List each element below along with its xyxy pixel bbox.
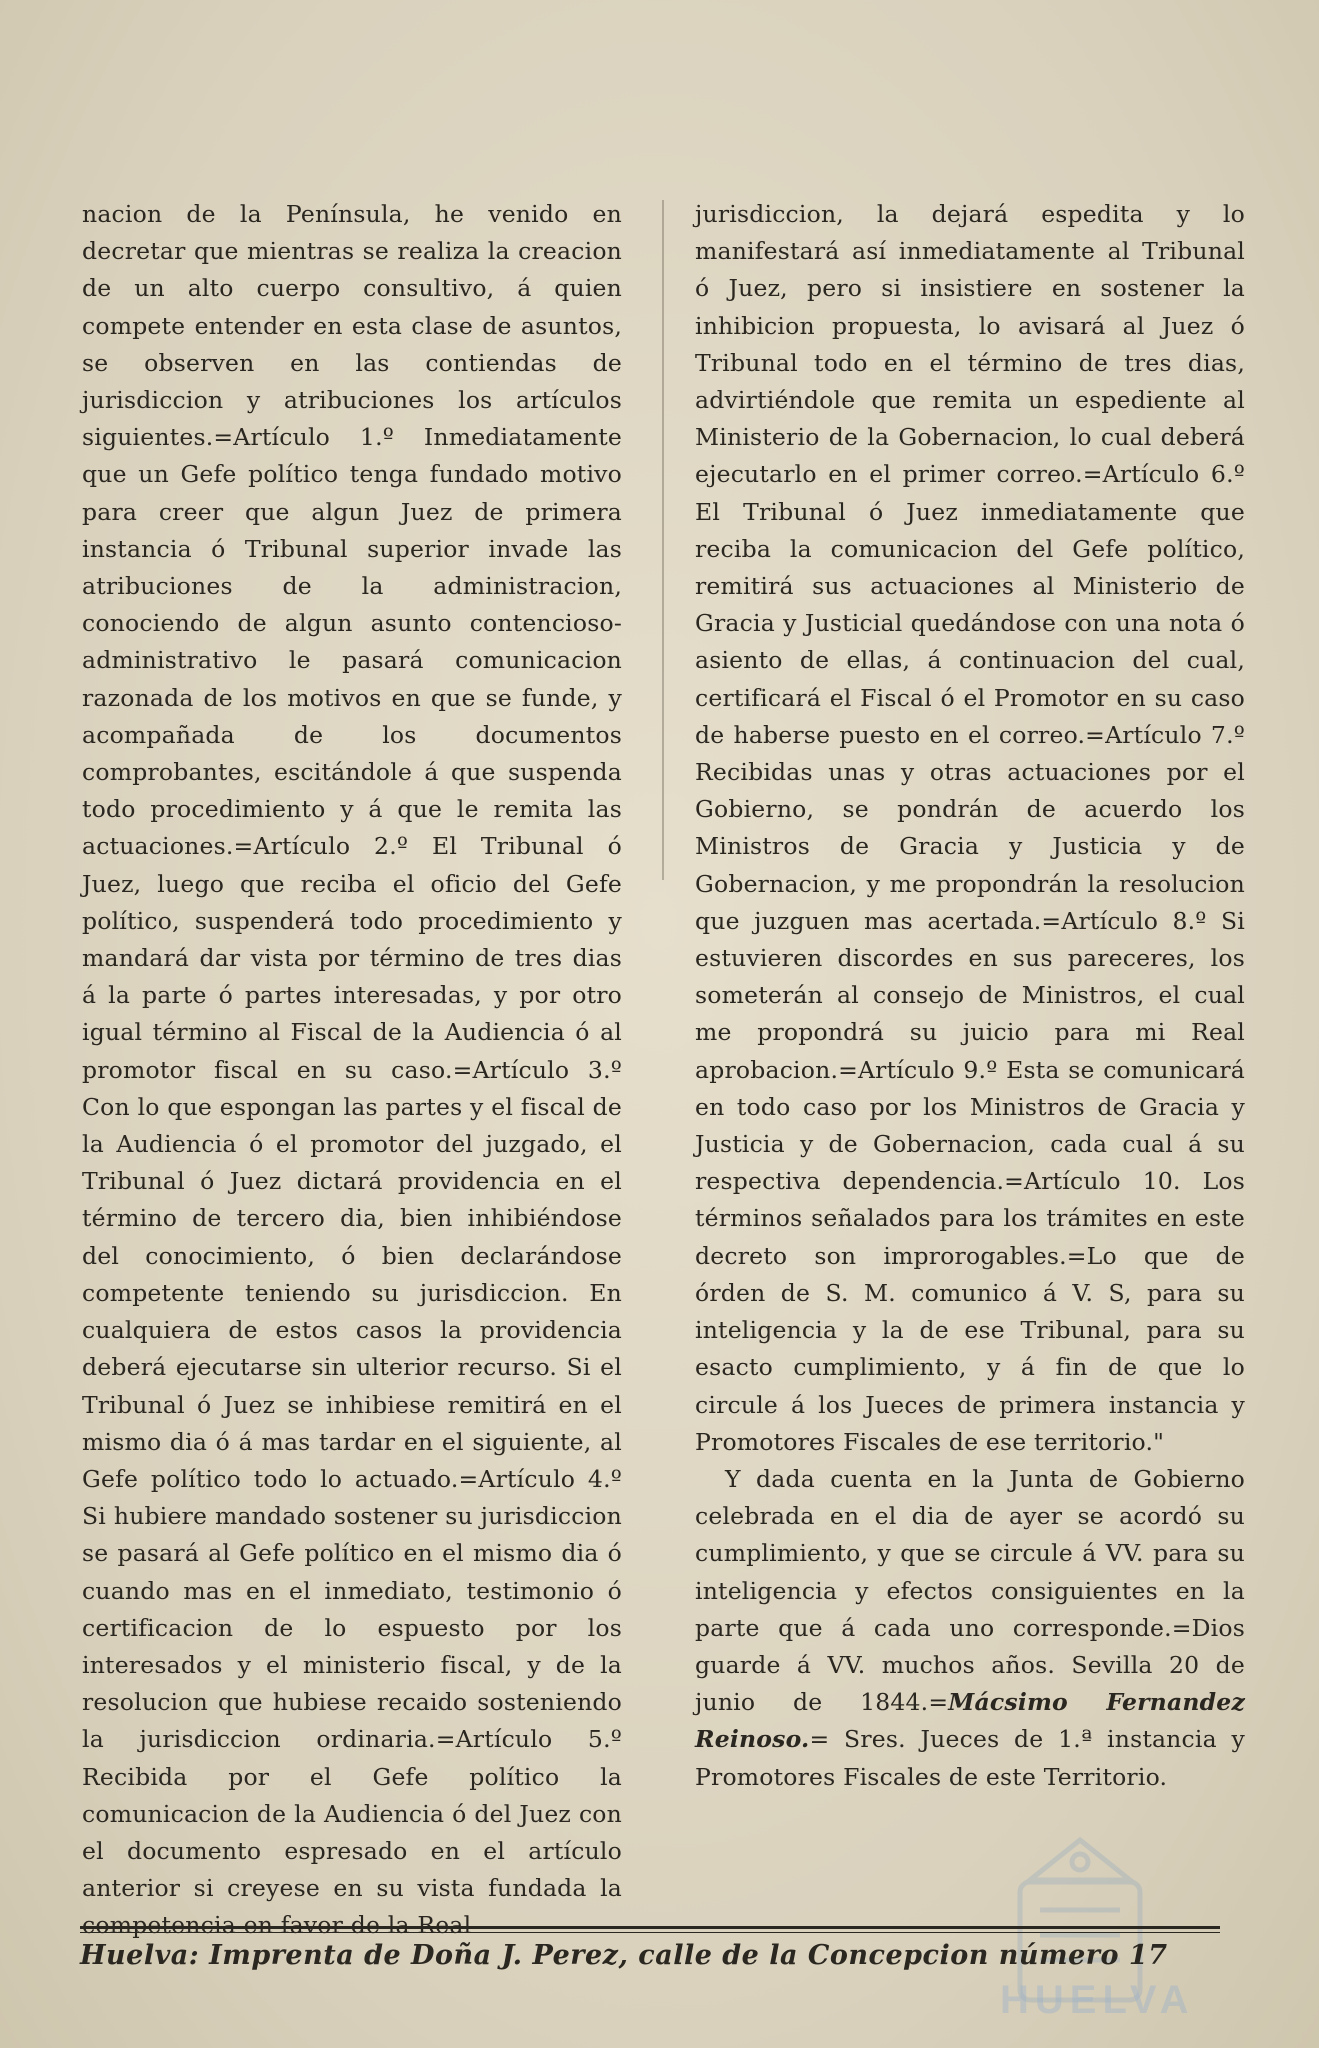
watermark-label: HUELVA xyxy=(1000,1978,1195,2022)
column-divider xyxy=(662,200,664,880)
addressee: = Sres. Jueces de 1.ª instancia y Promotores Fiscales de este Territorio. xyxy=(695,1725,1245,1791)
left-text-column xyxy=(82,196,622,1945)
right-paragraph-2 xyxy=(695,1461,1245,1796)
footer-rule xyxy=(80,1926,1220,1929)
right-paragraph-1: jurisdiccion, la dejará espedita y lo manifestará así inmediatamente al Tribunal ó Juez, pero si insistiere en sostener la inhibicion propuesta, lo avisará al Juez ó Tribunal todo en el término de tres dias, advirtiéndole que remita un espediente al Ministerio de la Gobernacion, lo cual deberá ejecutarlo en el primer correo.=Artículo 6.º El Tribunal ó Juez inmediatamente que reciba la comunicacion del Gefe político, remitirá sus actuaciones al Ministerio de Gracia y Justicial quedándose con una nota ó asiento de ellas, á continuacion del cual, certificará el Fiscal ó el Promotor en su caso de haberse puesto en el correo.=Artículo 7.º Recibidas unas y otras actuaciones por el Gobierno, se pondrán de acuerdo los Ministros de Gracia y Justicia y de Gobernacion, y me propondrán la resolucion que juzguen mas acertada.=Artículo 8.º Si estuvieren discordes en sus pareceres, los someterán al consejo de Ministros, el cual me propondrá su juicio para mi Real aprobacion.=Artículo 9.º Esta se comunicará en todo caso por los Ministros de Gracia y Justicia y de Gobernacion, cada cual á su respectiva dependencia.=Artículo 10. Los términos señalados para los trámites en este decreto son improrogables.=Lo que de órden de S. M. comunico á V. S, para su inteligencia y la de ese Tribunal, para su esacto cumplimiento, y á fin de que lo circule á los Jueces de primera instancia y Promotores Fiscales de ese territorio." xyxy=(695,200,1245,1456)
footer-rule-thin xyxy=(80,1932,1220,1933)
left-paragraph-1: nacion de la Península, he venido en decretar que mientras se realiza la creacion de un alto cuerpo consultivo, á quien compete entender en esta clase de asuntos, se observen en las contiendas de jurisdiccion y atribuciones los artículos siguientes.=Artículo 1.º Inmediatamente que un Gefe político tenga fundado motivo para creer que algun Juez de primera instancia ó Tribunal superior invade las atribuciones de la administracion, conociendo de algun asunto contencioso-administrativo le pasará comunicacion razonada de los motivos en que se funde, y acompañada de los documentos comprobantes, escitándole á que suspenda todo procedimiento y á que le remita las actuaciones.=Artículo 2.º El Tribunal ó Juez, luego que reciba el oficio del Gefe político, suspenderá todo procedimiento y mandará dar vista por término de tres dias á la parte ó partes interesadas, y por otro igual término al Fiscal de la Audiencia ó al promotor fiscal en su caso.=Artículo 3.º Con lo que espongan las partes y el fiscal de la Audiencia ó el promotor del juzgado, el Tribunal ó Juez dictará providencia en el término de tercero dia, bien inhibiéndose del conocimiento, ó bien declarándose competente teniendo su jurisdiccion. En cualquiera de estos casos la providencia deberá ejecutarse sin ulterior recurso. Si el Tribunal ó Juez se inhibiese remitirá en el mismo dia ó á mas tardar en el siguiente, al Gefe político todo lo actuado.=Artículo 4.º Si hubiere mandado sostener su jurisdiccion se pasará al Gefe político en el mismo dia ó cuando mas en el inmediato, testimonio ó certificacion de lo espuesto por los interesados y el ministerio fiscal, y de la resolucion que hubiese recaido sosteniendo la jurisdiccion ordinaria.=Artículo 5.º Recibida por el Gefe político la comunicacion de la Audiencia ó del Juez con el documento espresado en el artículo anterior si creyese en su vista fundada la xyxy=(82,200,622,1903)
signature: Mácsimo Fernandez Reinoso. xyxy=(695,1688,1245,1754)
printer-imprint: Huelva: Imprenta de Doña J. Perez, calle de la Concepcion número 17 xyxy=(80,1940,1168,1971)
closing-text: Y dada cuenta en la Junta de Gobierno celebrada en el dia de ayer se acordó su cumplimiento, y que se circule á VV. para su inteligencia y efectos consiguientes en la parte que á cada uno corresponde.=Dios guarde á VV. muchos años. Sevilla 20 de junio de 1844.= xyxy=(695,1464,1245,1717)
right-text-column xyxy=(695,196,1245,1796)
